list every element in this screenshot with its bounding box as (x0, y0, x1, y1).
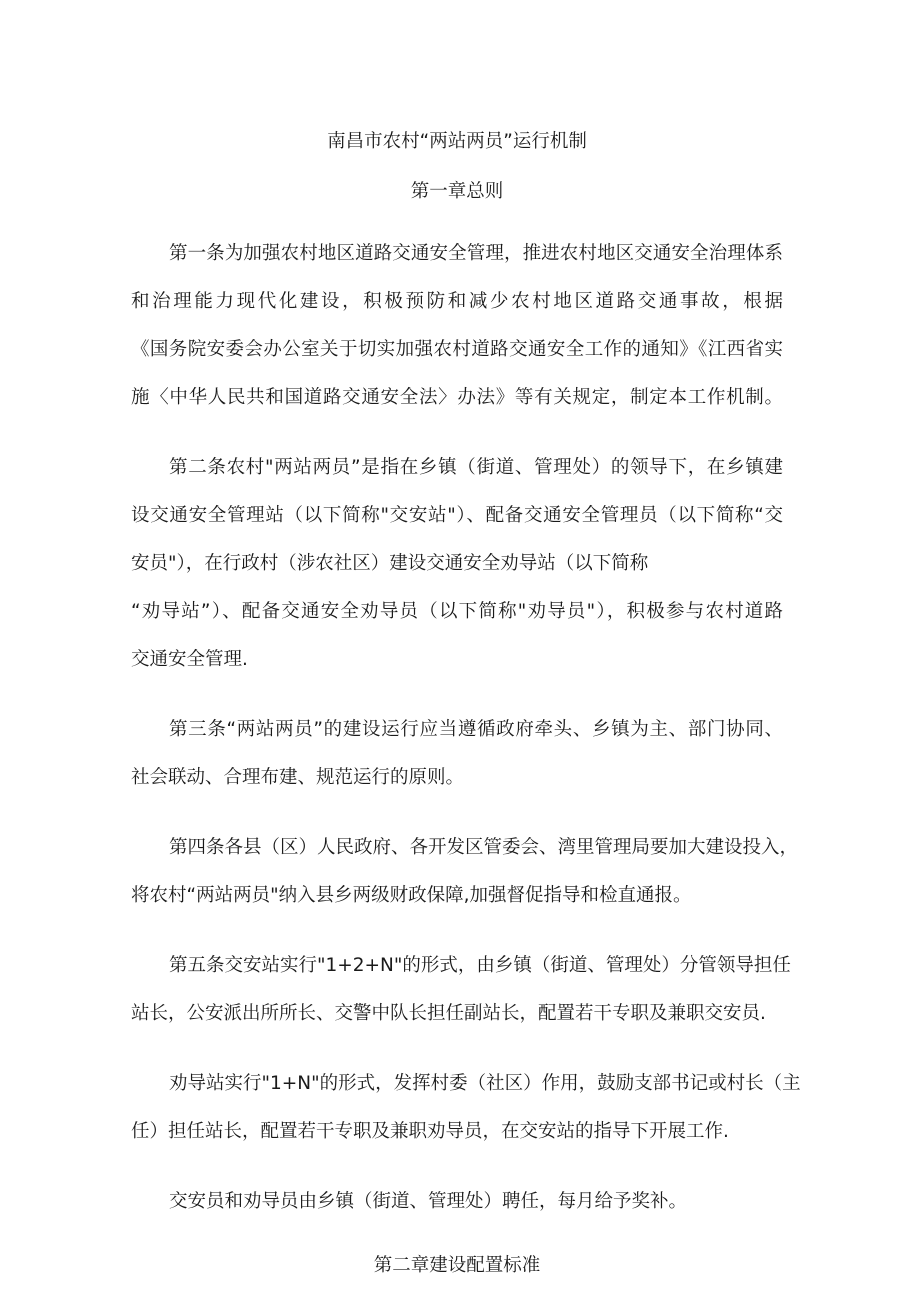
text-line: 和治理能力现代化建设，积极预防和减少农村地区道路交通事故，根据 (131, 291, 783, 312)
article-3-paragraph (131, 706, 783, 802)
text-line: 将农村“两站两员"纳入县乡两级财政保障,加强督促指导和检直通报。 (131, 885, 692, 906)
text-line: 安员"），在行政村（涉农社区）建设交通安全劝导站（以下简称 (131, 553, 649, 574)
document-title: 南昌市农村“两站两员”运行机制 (327, 131, 587, 152)
article-5-paragraph (131, 942, 791, 1038)
article-1-paragraph (131, 230, 783, 422)
persuasion-station-paragraph (131, 1060, 801, 1156)
text-line: 劝导站实行"1+N"的形式，发挥村委（社区）作用，鼓励支部书记或村长（主 (169, 1073, 801, 1094)
text-line: 交安员和劝导员由乡镇（街道、管理处）聘任，每月给予奖补。 (169, 1191, 688, 1212)
document-body (131, 118, 801, 1304)
article-4-paragraph (131, 824, 799, 920)
chapter-heading-2: 第二章建设配置标准 (373, 1255, 541, 1276)
appointment-paragraph (131, 1178, 783, 1226)
chapter-heading-1: 第一章总则 (410, 181, 504, 202)
text-line: 《国务院安委会办公室关于切实加强农村道路交通安全工作的通知》《江西省实 (131, 339, 783, 360)
text-line: 交通安全管理. (131, 649, 248, 670)
text-line: 第五条交安站实行"1+2+N"的形式，由乡镇（街道、管理处）分管领导担任 (169, 955, 791, 976)
text-line: 第二条农村"两站两员”是指在乡镇（街道、管理处）的领导下，在乡镇建 (169, 457, 783, 478)
text-line: 第一条为加强农村地区道路交通安全管理，推进农村地区交通安全治理体系 (169, 243, 783, 264)
text-line: “劝导站”）、配备交通安全劝导员（以下简称"劝导员"），积极参与农村道路 (131, 601, 783, 622)
article-2-paragraph (131, 444, 783, 684)
text-line: 站长，公安派出所所长、交警中队长担任副站长，配置若干专职及兼职交安员. (131, 1003, 766, 1024)
text-line: 社会联动、合理布建、规范运行的原则。 (131, 767, 465, 788)
text-line: 第三条“两站两员”的建设运行应当遵循政府牵头、乡镇为主、部门协同、 (169, 719, 783, 740)
text-line: 设交通安全管理站（以下简称"交安站"）、配备交通安全管理员（以下简称“交 (131, 505, 783, 526)
text-line: 任）担任站长，配置若干专职及兼职劝导员，在交安站的指导下开展工作. (131, 1121, 729, 1142)
text-line: 第四条各县（区）人民政府、各开发区管委会、湾里管理局要加大建设投入， (169, 837, 799, 858)
text-line: 施〈中华人民共和国道路交通安全法〉办法》等有关规定，制定本工作机制。 (131, 387, 783, 408)
